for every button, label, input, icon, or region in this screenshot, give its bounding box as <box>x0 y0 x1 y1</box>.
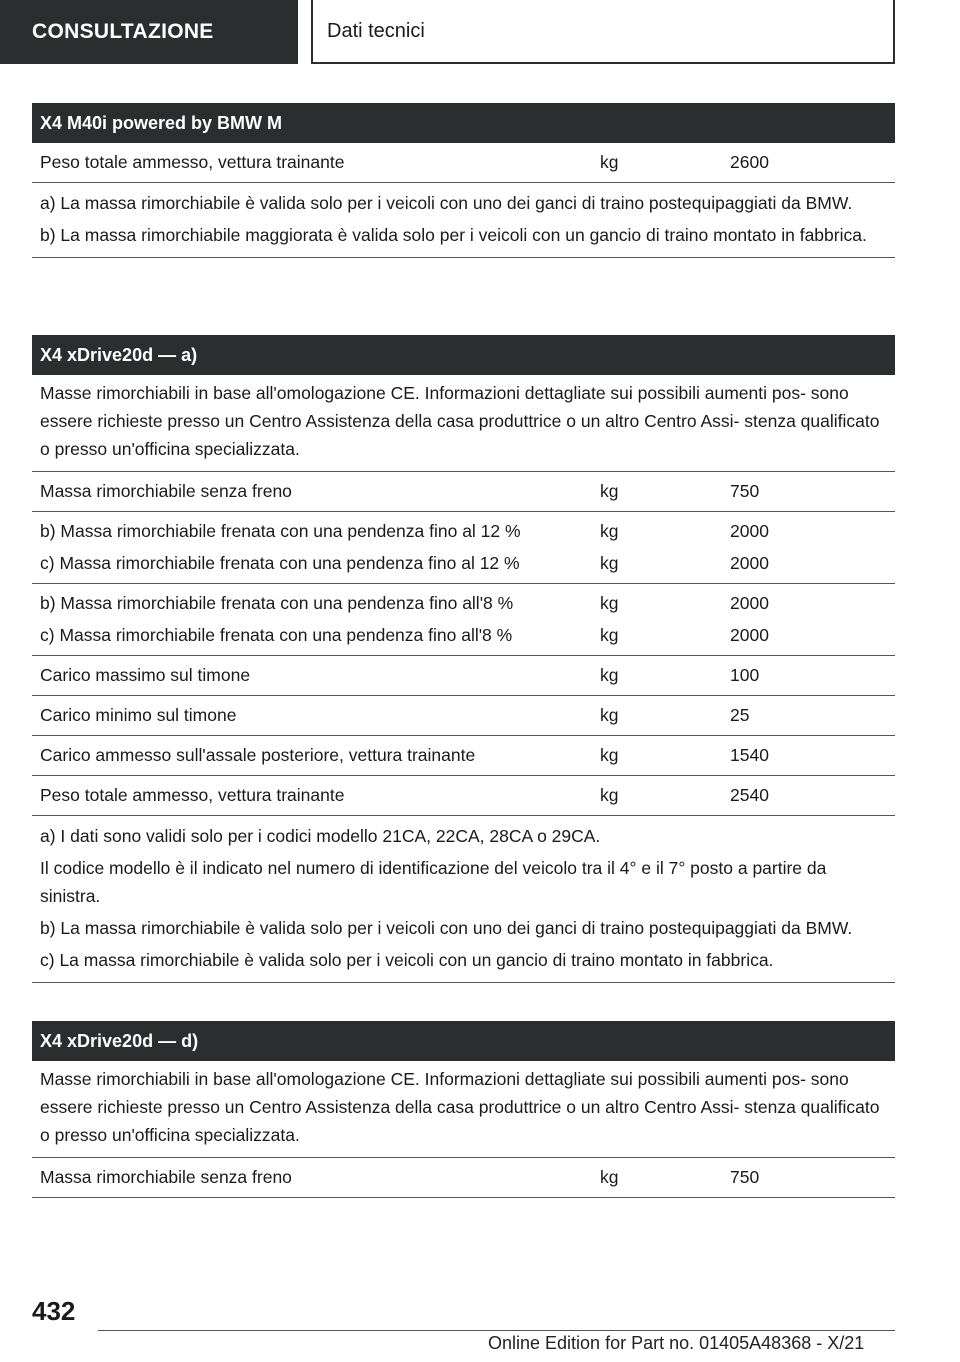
row-unit: kg <box>600 1167 619 1187</box>
row-value: 100 <box>730 665 760 685</box>
table-notes <box>32 183 895 258</box>
table-row <box>32 736 895 776</box>
row-label: Massa rimorchiabile senza freno <box>40 1167 292 1187</box>
table-row <box>32 512 895 584</box>
row-value: 25 <box>730 705 750 725</box>
row-unit-line: kg <box>600 521 619 541</box>
row-unit-line: kg <box>600 553 619 573</box>
row-label: Carico massimo sul timone <box>40 665 251 685</box>
row-value: 2540 <box>730 785 769 805</box>
note: b) La massa rimorchiabile maggiorata è valida solo per i veicoli con un gancio di traino montato in fabbrica. <box>40 225 867 245</box>
row-value <box>730 587 895 651</box>
row-unit: kg <box>600 665 619 685</box>
row-label: Peso totale ammesso, vettura trainante <box>40 152 345 172</box>
page-title: Dati tecnici <box>311 0 895 64</box>
row-unit: kg <box>600 481 619 501</box>
row-unit <box>600 515 730 579</box>
row-value: 1540 <box>730 745 769 765</box>
row-unit <box>600 587 730 651</box>
table-row <box>32 1158 895 1198</box>
row-unit-line: kg <box>600 625 619 645</box>
row-label-line: c) Massa rimorchiabile frenata con una pendenza fino all'8 % <box>40 625 513 645</box>
note: a) I dati sono validi solo per i codici modello 21CA, 22CA, 28CA o 29CA. <box>40 826 601 846</box>
row-label <box>40 515 600 579</box>
intro-text: Masse rimorchiabili in base all'omologazione CE. Informazioni dettagliate sui possibili aumenti pos- sono essere richieste presso un Centro Assistenza della casa produttrice o un altro Centro Assi- stenza qualificato o presso un'officina specializzata. <box>40 383 880 459</box>
table-title: X4 xDrive20d — d) <box>32 1021 895 1061</box>
row-value <box>730 515 895 579</box>
table-notes <box>32 816 895 983</box>
note: c) La massa rimorchiabile è valida solo per i veicoli con un gancio di traino montato in fabbrica. <box>40 950 774 970</box>
table-row <box>32 143 895 183</box>
row-label: Massa rimorchiabile senza freno <box>40 481 292 501</box>
spec-table-x4-xdrive20d-a <box>32 335 895 983</box>
row-label: Carico ammesso sull'assale posteriore, vettura trainante <box>40 745 476 765</box>
row-unit: kg <box>600 152 619 172</box>
row-unit: kg <box>600 785 619 805</box>
row-value: 750 <box>730 1167 760 1187</box>
row-value: 750 <box>730 481 760 501</box>
row-value-line: 2000 <box>730 593 769 613</box>
note: b) La massa rimorchiabile è valida solo per i veicoli con uno dei ganci di traino postequipaggiati da BMW. <box>40 918 853 938</box>
table-row <box>32 472 895 512</box>
section-tab[interactable]: CONSULTAZIONE <box>0 0 298 64</box>
row-value: 2600 <box>730 152 769 172</box>
row-value-line: 2000 <box>730 553 769 573</box>
note: Il codice modello è il indicato nel numero di identificazione del veicolo tra il 4° e il 7° posto a partire da sinistra. <box>40 858 827 906</box>
footer-divider <box>98 1330 895 1331</box>
row-label-line: b) Massa rimorchiabile frenata con una pendenza fino all'8 % <box>40 593 514 613</box>
row-label <box>40 587 600 651</box>
page-number: 432 <box>32 1296 76 1326</box>
spec-table-x4-m40i <box>32 103 895 258</box>
table-title: X4 M40i powered by BMW M <box>32 103 895 143</box>
row-value-line: 2000 <box>730 521 769 541</box>
table-intro <box>32 1061 895 1158</box>
row-label: Peso totale ammesso, vettura trainante <box>40 785 345 805</box>
table-row <box>32 696 895 736</box>
row-unit: kg <box>600 705 619 725</box>
table-title: X4 xDrive20d — a) <box>32 335 895 375</box>
table-intro <box>32 375 895 472</box>
row-label: Carico minimo sul timone <box>40 705 237 725</box>
footer-edition: Online Edition for Part no. 01405A48368 - X/21 <box>488 1333 865 1353</box>
note: a) La massa rimorchiabile è valida solo per i veicoli con uno dei ganci di traino postequipaggiati da BMW. <box>40 193 853 213</box>
row-unit-line: kg <box>600 593 619 613</box>
table-row <box>32 656 895 696</box>
intro-text: Masse rimorchiabili in base all'omologazione CE. Informazioni dettagliate sui possibili aumenti pos- sono essere richieste presso un Centro Assistenza della casa produttrice o un altro Centro Assi- stenza qualificato o presso un'officina specializzata. <box>40 1069 880 1145</box>
row-unit: kg <box>600 745 619 765</box>
row-label-line: c) Massa rimorchiabile frenata con una pendenza fino al 12 % <box>40 553 520 573</box>
row-label-line: b) Massa rimorchiabile frenata con una pendenza fino al 12 % <box>40 521 521 541</box>
table-row <box>32 776 895 816</box>
row-value-line: 2000 <box>730 625 769 645</box>
spec-table-x4-xdrive20d-d <box>32 1021 895 1198</box>
table-row <box>32 584 895 656</box>
